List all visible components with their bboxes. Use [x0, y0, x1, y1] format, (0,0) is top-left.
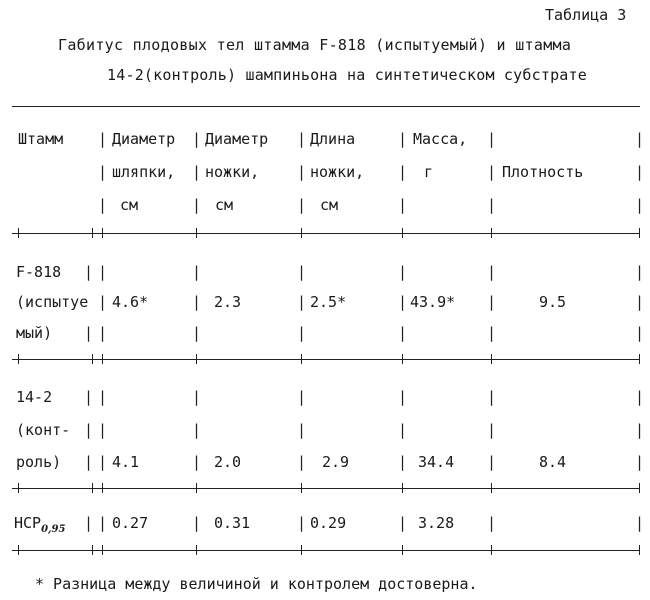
rule-tick	[102, 545, 103, 555]
column-separator: |	[635, 324, 645, 342]
rule-tick	[402, 483, 403, 493]
table-title-line-1: Габитус плодовых тел штамма F-818 (испытуемый) и штамма	[58, 36, 572, 54]
rule-tick	[491, 354, 492, 364]
lsd-stem-diameter: 0.31	[214, 514, 251, 532]
rule-tick	[491, 545, 492, 555]
rule-tick	[18, 545, 19, 555]
row2-density: 8.4	[539, 453, 567, 471]
row2-strain-line2: (конт-	[16, 421, 71, 439]
header-stem-length-line3: см	[320, 196, 339, 214]
rule-tick	[491, 228, 492, 238]
strain-column-separator: |	[84, 388, 94, 406]
row1-stem-length: 2.5*	[310, 293, 347, 311]
column-separator: |	[487, 453, 497, 471]
rule-tick	[639, 483, 640, 493]
header-bottom-rule	[12, 233, 640, 234]
column-separator: |	[192, 421, 202, 439]
column-separator: |	[398, 293, 408, 311]
column-separator: |	[98, 163, 108, 181]
column-separator: |	[635, 453, 645, 471]
column-separator: |	[487, 263, 497, 281]
lsd-label-text: НСР	[14, 514, 42, 532]
column-separator: |	[192, 388, 202, 406]
column-separator: |	[98, 324, 108, 342]
column-separator: |	[398, 130, 408, 148]
row1-bottom-rule	[12, 359, 640, 360]
column-separator: |	[487, 421, 497, 439]
column-separator: |	[487, 324, 497, 342]
column-separator: |	[98, 293, 108, 311]
rule-tick	[491, 483, 492, 493]
rule-tick	[102, 228, 103, 238]
row2-stem-diameter: 2.0	[214, 453, 242, 471]
column-separator: |	[192, 324, 202, 342]
column-separator: |	[98, 421, 108, 439]
rule-tick	[639, 228, 640, 238]
column-separator: |	[297, 324, 307, 342]
header-stem-diameter-line1: Диаметр	[205, 130, 269, 148]
header-stem-length-line2: ножки,	[310, 163, 365, 181]
header-cap-diameter-line3: см	[120, 196, 139, 214]
row2-cap-diameter: 4.1	[112, 453, 140, 471]
row2-strain-line3: роль)	[16, 453, 62, 471]
lsd-stem-length: 0.29	[310, 514, 347, 532]
strain-column-separator: |	[84, 263, 94, 281]
row1-cap-diameter: 4.6*	[112, 293, 149, 311]
column-separator: |	[398, 163, 408, 181]
header-density: Плотность	[502, 163, 584, 181]
column-separator: |	[192, 293, 202, 311]
column-separator: |	[297, 388, 307, 406]
row1-strain-line3: мый)	[16, 324, 53, 342]
strain-column-separator: |	[84, 421, 94, 439]
row1-strain-line2: (испытуе	[16, 293, 89, 311]
rule-tick	[92, 354, 93, 364]
column-separator: |	[297, 163, 307, 181]
column-separator: |	[635, 421, 645, 439]
header-cap-diameter-line2: шляпки,	[112, 163, 176, 181]
rule-tick	[639, 545, 640, 555]
header-mass-line2: г	[424, 163, 434, 181]
column-separator: |	[398, 514, 408, 532]
column-separator: |	[297, 263, 307, 281]
column-separator: |	[98, 514, 108, 532]
strain-column-separator: |	[84, 514, 94, 532]
row1-strain-line1: F-818	[16, 263, 62, 281]
table-number: Таблица 3	[545, 6, 627, 24]
rule-tick	[196, 228, 197, 238]
column-separator: |	[297, 453, 307, 471]
row2-stem-length: 2.9	[322, 453, 350, 471]
column-separator: |	[487, 388, 497, 406]
rule-tick	[402, 545, 403, 555]
footnote: * Разница между величиной и контролем достоверна.	[35, 575, 478, 593]
column-separator: |	[192, 163, 202, 181]
column-separator: |	[635, 130, 645, 148]
rule-tick	[18, 228, 19, 238]
column-separator: |	[635, 196, 645, 214]
column-separator: |	[487, 163, 497, 181]
rule-tick	[301, 354, 302, 364]
rule-tick	[196, 354, 197, 364]
row2-mass: 34.4	[418, 453, 455, 471]
table-bottom-rule	[12, 550, 640, 551]
column-separator: |	[297, 196, 307, 214]
row1-density: 9.5	[539, 293, 567, 311]
column-separator: |	[398, 453, 408, 471]
rule-tick	[301, 228, 302, 238]
column-separator: |	[98, 453, 108, 471]
column-separator: |	[635, 388, 645, 406]
column-separator: |	[98, 130, 108, 148]
column-separator: |	[192, 514, 202, 532]
table-top-rule	[12, 106, 640, 107]
header-stem-length-line1: Длина	[310, 130, 356, 148]
rule-tick	[402, 354, 403, 364]
lsd-mass: 3.28	[418, 514, 455, 532]
strain-column-separator: |	[84, 324, 94, 342]
strain-column-separator: |	[84, 453, 94, 471]
column-separator: |	[635, 163, 645, 181]
column-separator: |	[487, 514, 497, 532]
rule-tick	[196, 483, 197, 493]
column-separator: |	[98, 263, 108, 281]
column-separator: |	[297, 421, 307, 439]
column-separator: |	[487, 130, 497, 148]
column-separator: |	[635, 514, 645, 532]
column-separator: |	[398, 388, 408, 406]
rule-tick	[92, 483, 93, 493]
rule-tick	[196, 545, 197, 555]
lsd-cap-diameter: 0.27	[112, 514, 149, 532]
table-title-line-2: 14-2(контроль) шампиньона на синтетическом субстрате	[107, 66, 587, 84]
column-separator: |	[635, 293, 645, 311]
header-stem-diameter-line2: ножки,	[205, 163, 260, 181]
header-cap-diameter-line1: Диаметр	[112, 130, 176, 148]
rule-tick	[639, 354, 640, 364]
column-separator: |	[297, 514, 307, 532]
column-separator: |	[98, 196, 108, 214]
lsd-subscript: 0,95	[41, 524, 66, 535]
header-mass-line1: Масса,	[413, 130, 468, 148]
column-separator: |	[635, 263, 645, 281]
column-separator: |	[192, 453, 202, 471]
column-separator: |	[398, 324, 408, 342]
column-separator: |	[398, 263, 408, 281]
column-separator: |	[98, 388, 108, 406]
rule-tick	[92, 228, 93, 238]
row1-stem-diameter: 2.3	[214, 293, 242, 311]
rule-tick	[301, 483, 302, 493]
rule-tick	[102, 483, 103, 493]
column-separator: |	[297, 130, 307, 148]
column-separator: |	[487, 293, 497, 311]
lsd-label	[14, 514, 65, 535]
header-strain: Штамм	[18, 130, 64, 148]
column-separator: |	[192, 130, 202, 148]
rule-tick	[18, 483, 19, 493]
rule-tick	[18, 354, 19, 364]
column-separator: |	[398, 421, 408, 439]
rule-tick	[92, 545, 93, 555]
rule-tick	[102, 354, 103, 364]
column-separator: |	[192, 263, 202, 281]
row2-strain-line1: 14-2	[16, 388, 53, 406]
column-separator: |	[192, 196, 202, 214]
row2-bottom-rule	[12, 488, 640, 489]
column-separator: |	[487, 196, 497, 214]
rule-tick	[301, 545, 302, 555]
column-separator: |	[297, 293, 307, 311]
row1-mass: 43.9*	[410, 293, 456, 311]
rule-tick	[402, 228, 403, 238]
header-stem-diameter-line3: см	[215, 196, 234, 214]
column-separator: |	[398, 196, 408, 214]
